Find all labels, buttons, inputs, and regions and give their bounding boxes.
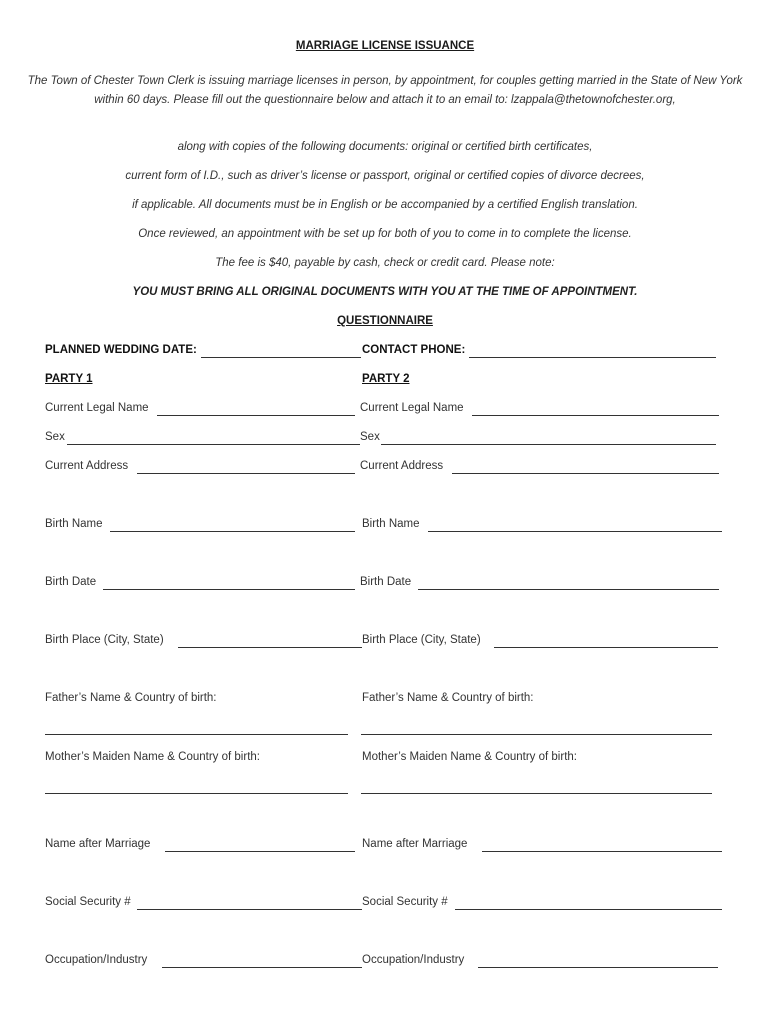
party2-mother-label: Mother’s Maiden Name & Country of birth:: [362, 751, 577, 763]
intro-paragraph: The Town of Chester Town Clerk is issuing marriage licenses in person, by appointment, for couples getting married in the State of New York within 60 days. Please fill out the questionnaire below and attach it to an email to: lzappala@thetownofchester.org,: [27, 75, 743, 106]
party1-birth-name-label: Birth Name: [45, 518, 103, 530]
original-documents-warning: YOU MUST BRING ALL ORIGINAL DOCUMENTS WITH YOU AT THE TIME OF APPOINTMENT.: [132, 286, 638, 298]
party2-name-after-marriage-field[interactable]: [482, 851, 722, 852]
party2-birth-name-field[interactable]: [428, 531, 722, 532]
party2-father-field[interactable]: [361, 734, 712, 735]
party2-mother-field[interactable]: [361, 793, 712, 794]
party1-ssn-label: Social Security #: [45, 896, 131, 908]
party1-birth-place-label: Birth Place (City, State): [45, 634, 164, 646]
party2-sex-field[interactable]: [381, 444, 716, 445]
party1-birth-name-field[interactable]: [110, 531, 355, 532]
party1-occupation-field[interactable]: [162, 967, 362, 968]
party1-ssn-field[interactable]: [137, 909, 362, 910]
party1-father-label: Father’s Name & Country of birth:: [45, 692, 217, 704]
instruction-line-3: if applicable. All documents must be in English or be accompanied by a certified English translation.: [132, 199, 638, 211]
party1-father-field[interactable]: [45, 734, 348, 735]
contact-phone-field[interactable]: [469, 357, 716, 358]
party2-address-field[interactable]: [452, 473, 719, 474]
party2-legal-name-label: Current Legal Name: [360, 402, 464, 414]
party1-birth-place-field[interactable]: [178, 647, 362, 648]
party1-mother-field[interactable]: [45, 793, 348, 794]
party1-address-field[interactable]: [137, 473, 355, 474]
party2-name-after-marriage-label: Name after Marriage: [362, 838, 468, 850]
instruction-line-2: current form of I.D., such as driver’s license or passport, original or certified copies of divorce decrees,: [125, 170, 645, 182]
instruction-line-5: The fee is $40, payable by cash, check or credit card. Please note:: [215, 257, 555, 269]
party2-ssn-label: Social Security #: [362, 896, 448, 908]
party2-occupation-label: Occupation/Industry: [362, 954, 465, 966]
party1-name-after-marriage-field[interactable]: [165, 851, 355, 852]
party2-birth-date-field[interactable]: [418, 589, 719, 590]
party2-occupation-field[interactable]: [478, 967, 718, 968]
party1-birth-date-field[interactable]: [103, 589, 355, 590]
party2-legal-name-field[interactable]: [472, 415, 719, 416]
instruction-line-4: Once reviewed, an appointment with be set up for both of you to come in to complete the license.: [138, 228, 632, 240]
form-title: MARRIAGE LICENSE ISSUANCE: [295, 40, 475, 52]
party1-sex-label: Sex: [45, 431, 65, 443]
party2-heading: PARTY 2: [362, 373, 410, 385]
contact-phone-label: CONTACT PHONE:: [362, 344, 466, 356]
party1-birth-date-label: Birth Date: [45, 576, 97, 588]
party2-birth-place-field[interactable]: [494, 647, 718, 648]
party1-occupation-label: Occupation/Industry: [45, 954, 148, 966]
party1-legal-name-label: Current Legal Name: [45, 402, 149, 414]
party2-father-label: Father’s Name & Country of birth:: [362, 692, 534, 704]
party1-mother-label: Mother’s Maiden Name & Country of birth:: [45, 751, 260, 763]
party2-birth-place-label: Birth Place (City, State): [362, 634, 481, 646]
party1-name-after-marriage-label: Name after Marriage: [45, 838, 151, 850]
party2-ssn-field[interactable]: [455, 909, 722, 910]
planned-wedding-date-label: PLANNED WEDDING DATE:: [45, 344, 197, 356]
party2-address-label: Current Address: [360, 460, 444, 472]
party1-heading: PARTY 1: [45, 373, 93, 385]
questionnaire-title: QUESTIONNAIRE: [337, 315, 433, 327]
party2-birth-date-label: Birth Date: [360, 576, 412, 588]
planned-wedding-date-field[interactable]: [201, 357, 361, 358]
party1-sex-field[interactable]: [67, 444, 360, 445]
party2-birth-name-label: Birth Name: [362, 518, 420, 530]
instruction-line-1: along with copies of the following documents: original or certified birth certificates,: [177, 141, 593, 153]
party1-address-label: Current Address: [45, 460, 129, 472]
party1-legal-name-field[interactable]: [157, 415, 355, 416]
party2-sex-label: Sex: [360, 431, 380, 443]
